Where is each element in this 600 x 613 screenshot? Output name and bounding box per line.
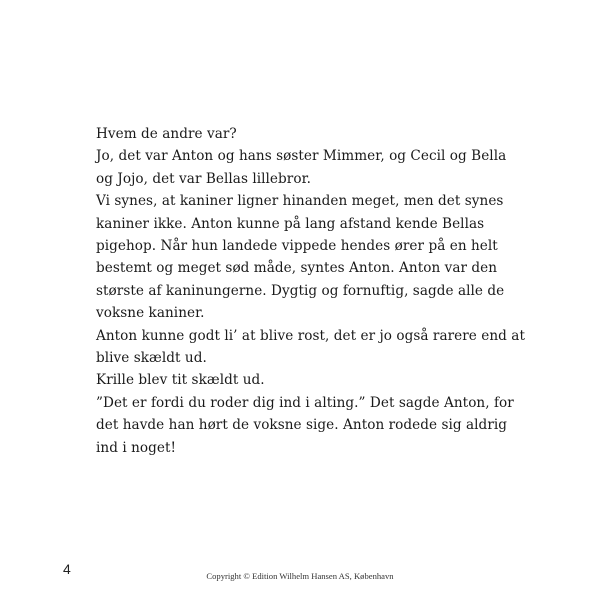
text-line: voksne kaniner. bbox=[96, 305, 205, 322]
text-line: pigehop. Når hun landede vippede hendes ører på en helt bbox=[96, 238, 498, 255]
text-line: ind i noget! bbox=[96, 439, 177, 456]
text-line: bestemt og meget sød måde, syntes Anton. Anton var den bbox=[96, 260, 498, 277]
text-line: det havde han hørt de voksne sige. Anton rodede sig aldrig bbox=[96, 417, 508, 434]
text-line: Vi synes, at kaniner ligner hinanden meget, men det synes bbox=[96, 193, 504, 210]
text-line: og Jojo, det var Bellas lillebror. bbox=[96, 170, 311, 187]
text-line: blive skældt ud. bbox=[96, 350, 207, 367]
text-line: ”Det er fordi du roder dig ind i alting.” Det sagde Anton, for bbox=[96, 394, 514, 411]
story-text bbox=[96, 123, 536, 459]
text-line: Hvem de andre var? bbox=[96, 126, 237, 142]
text-line: Jo, det var Anton og hans søster Mimmer, og Cecil og Bella bbox=[96, 148, 507, 165]
copyright-notice: Copyright © Edition Wilhelm Hansen AS, København bbox=[206, 571, 394, 581]
text-line: Anton kunne godt li’ at blive rost, det er jo også rarere end at bbox=[96, 327, 525, 344]
text-line: største af kaninungerne. Dygtig og fornuftig, sagde alle de bbox=[96, 282, 505, 299]
text-line: Krille blev tit skældt ud. bbox=[96, 372, 265, 389]
text-line: kaniner ikke. Anton kunne på lang afstand kende Bellas bbox=[96, 215, 485, 232]
page-number: 4 bbox=[63, 561, 71, 577]
